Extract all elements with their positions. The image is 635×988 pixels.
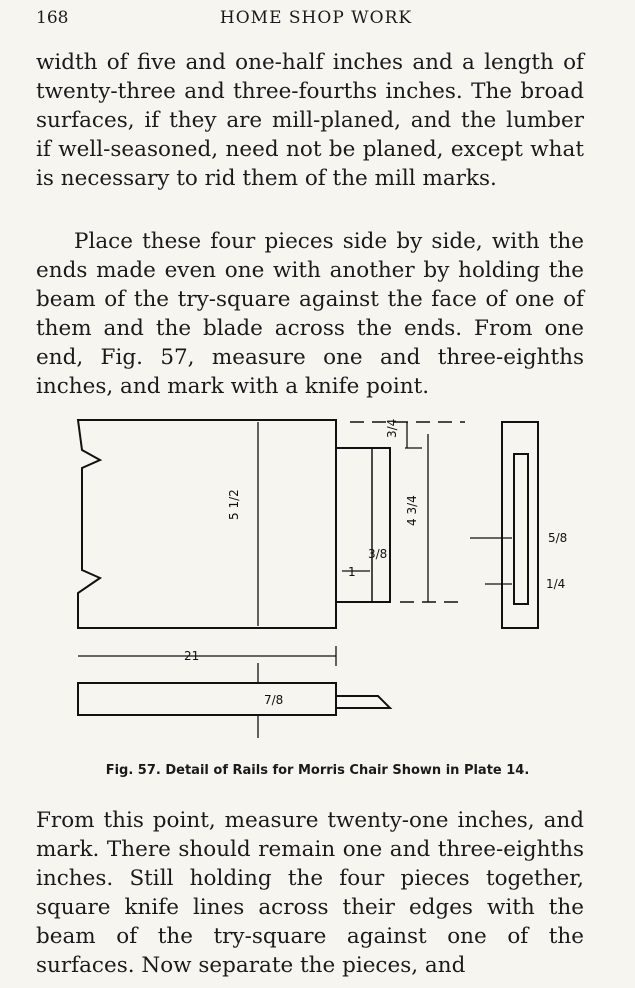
running-head: HOME SHOP WORK <box>219 8 413 28</box>
figure-57-drawing <box>60 408 580 753</box>
dim-1-4: 1/4 <box>546 577 566 591</box>
dim-3-4: 3/4 <box>385 418 399 438</box>
rail-face-outline <box>78 420 336 628</box>
dim-4-3-4: 4 3/4 <box>405 495 419 526</box>
rail-edge-view <box>78 683 336 715</box>
rail-detail-drawing <box>60 408 580 753</box>
dim-1: 1 <box>348 565 356 579</box>
page-header <box>36 8 596 30</box>
tenon-outline <box>336 448 390 602</box>
dim-5-half: 5 1/2 <box>227 489 241 520</box>
dim-5-8: 5/8 <box>548 531 568 545</box>
dim-3-8: 3/8 <box>368 547 388 561</box>
figure-caption: Fig. 57. Detail of Rails for Morris Chair Shown in Plate 14. <box>105 763 530 778</box>
edge-tenon <box>336 696 390 708</box>
paragraph-2: Place these four pieces side by side, with the ends made even one with another by holding the beam of the try-square against the face of one of them and the blade across the ends. From one end, Fig. 57, measure one and three-eighths inches, and mark with a knife point. <box>36 229 584 399</box>
page-number: 168 <box>36 8 69 28</box>
end-view-outline <box>502 422 538 628</box>
paragraph-1: width of five and one-half inches and a length of twenty-three and three-fourths inches. The broad surfaces, if they are mill-planed, and the lumber if well-seasoned, need not be planed, except what is necessary to rid them of the mill marks. <box>36 50 584 191</box>
mortise-outline <box>514 454 528 604</box>
paragraph-3: From this point, measure twenty-one inches, and mark. There should remain one and three-eighths inches. Still holding the four pieces together, square knife lines across their edges with the beam of the try-square against one of the surfaces. Now separate the pieces, and <box>36 808 584 978</box>
dim-7-8: 7/8 <box>264 693 284 707</box>
dim-21: 21 <box>184 649 200 663</box>
